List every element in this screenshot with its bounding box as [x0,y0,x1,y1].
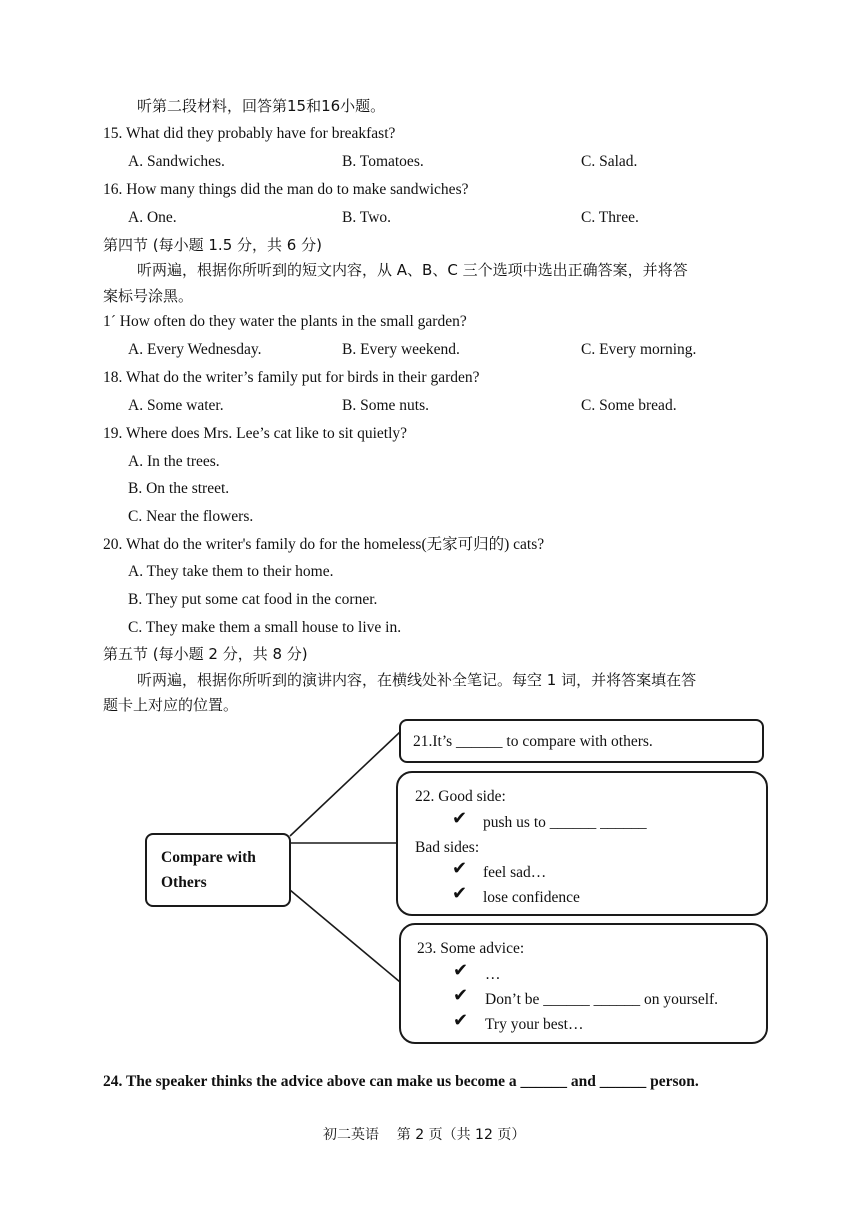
option-15c: C. Salad. [581,153,638,170]
note-box-21 [399,719,764,763]
check-icon: ✔ [452,808,468,829]
note-22-item1: push us to ______ ______ [483,814,647,831]
section-instruction-4-line1: 听两遍，根据你所听到的短文内容，从 A、B、C 三个选项中选出正确答案，并将答 [137,261,688,279]
center-node [145,833,291,907]
option-16a: A. One. [128,209,177,226]
note-22-title: 22. Good side: [415,788,506,805]
option-17b: B. Every weekend. [342,341,460,358]
connector-line-23 [290,890,400,982]
option-15b: B. Tomatoes. [342,153,424,170]
option-18b: B. Some nuts. [342,397,429,414]
section-heading-5: 第五节 (每小题 2 分，共 8 分) [103,645,308,663]
option-16c: C. Three. [581,209,639,226]
option-17a: A. Every Wednesday. [128,341,262,358]
section-heading-4: 第四节 (每小题 1.5 分，共 6 分) [103,236,322,254]
question-17: 1ˊ How often do they water the plants in the small garden? [103,313,467,330]
note-21-text: 21.It’s ______ to compare with others. [413,733,653,750]
note-22-bad-sides: Bad sides: [415,839,480,856]
note-23-title: 23. Some advice: [417,940,525,957]
question-18: 18. What do the writer’s family put for birds in their garden? [103,369,480,386]
check-icon: ✔ [453,985,469,1006]
check-icon: ✔ [452,858,468,879]
check-icon: ✔ [453,1010,469,1031]
option-19a: A. In the trees. [128,453,220,470]
section-instruction: 听第二段材料，回答第15和16小题。 [137,97,386,115]
note-23-item1: … [485,966,501,983]
question-24: 24. The speaker thinks the advice above can make us become a ______ and ______ person. [103,1073,699,1090]
section-instruction-4-line2: 案标号涂黑。 [103,287,194,305]
option-20a: A. They take them to their home. [128,563,334,580]
center-node-line1: Compare with [161,849,256,866]
section-instruction-5-line1: 听两遍，根据你所听到的演讲内容，在横线处补全笔记。每空 1 词，并将答案填在答 [137,671,697,689]
check-icon: ✔ [452,883,468,904]
option-18c: C. Some bread. [581,397,677,414]
section-instruction-5-line2: 题卡上对应的位置。 [103,696,239,714]
question-20: 20. What do the writer's family do for the homeless(无家可归的) cats? [103,536,545,553]
option-20b: B. They put some cat food in the corner. [128,591,378,608]
option-18a: A. Some water. [128,397,224,414]
question-15: 15. What did they probably have for breakfast? [103,125,396,142]
option-17c: C. Every morning. [581,341,697,358]
question-16: 16. How many things did the man do to make sandwiches? [103,181,469,198]
question-19: 19. Where does Mrs. Lee’s cat like to sit quietly? [103,425,408,442]
note-22-item3: lose confidence [483,889,580,906]
connector-line-21 [290,732,400,836]
page-footer: 初二英语 第 2 页（共 12 页） [323,1127,526,1143]
option-20c: C. They make them a small house to live in. [128,619,402,636]
option-19c: C. Near the flowers. [128,508,254,525]
option-15a: A. Sandwiches. [128,153,225,170]
note-box-23 [399,923,768,1044]
note-22-item2: feel sad… [483,864,547,881]
check-icon: ✔ [453,960,469,981]
center-node-line2: Others [161,874,207,891]
note-box-22 [396,771,768,916]
option-16b: B. Two. [342,209,392,226]
note-23-item3: Try your best… [485,1016,584,1033]
note-23-item2: Don’t be ______ ______ on yourself. [485,991,719,1008]
option-19b: B. On the street. [128,480,230,497]
